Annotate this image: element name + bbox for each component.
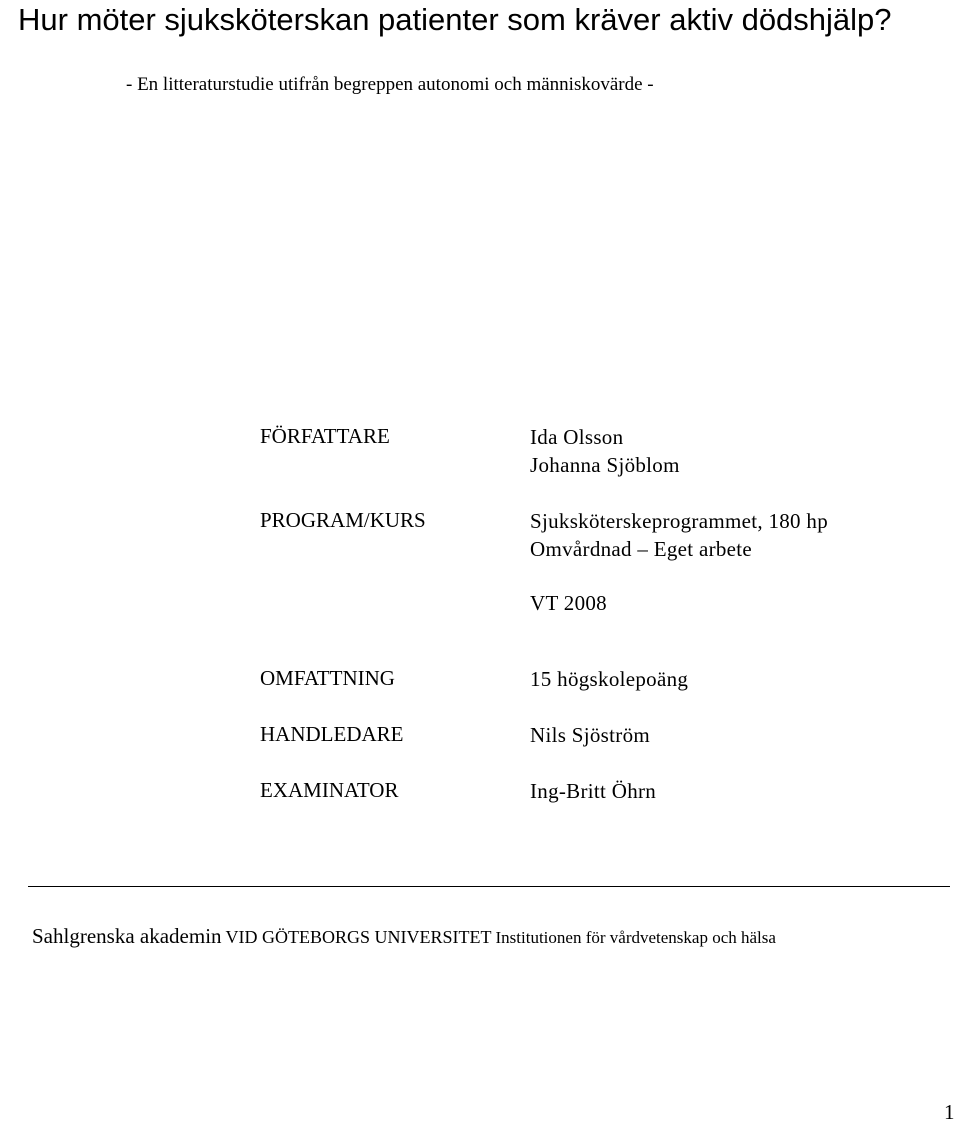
footer-university: VID GÖTEBORGS UNIVERSITET <box>225 927 492 947</box>
program-2-value: Omvårdnad – Eget arbete <box>530 537 753 561</box>
supervisor-label: HANDLEDARE <box>260 722 404 746</box>
program-label: PROGRAM/KURS <box>260 508 426 532</box>
footer-divider <box>28 886 950 887</box>
examiner-value: Ing-Britt Öhrn <box>530 779 657 803</box>
authors-label: FÖRFATTARE <box>260 424 390 448</box>
author-2-value: Johanna Sjöblom <box>530 453 680 477</box>
footer <box>32 924 776 949</box>
footer-institute: Institutionen för vårdvetenskap och hälsa <box>495 928 776 947</box>
term-value: VT 2008 <box>530 591 607 615</box>
document-title: Hur möter sjuksköterskan patienter som kräver aktiv dödshjälp? <box>18 2 892 37</box>
examiner-label: EXAMINATOR <box>260 778 399 802</box>
page-number: 1 <box>944 1100 955 1124</box>
author-1-value: Ida Olsson <box>530 425 624 449</box>
program-1-value: Sjuksköterskeprogrammet, 180 hp <box>530 509 829 533</box>
document-subtitle: - En litteraturstudie utifrån begreppen autonomi och människovärde - <box>126 74 654 95</box>
supervisor-value: Nils Sjöström <box>530 723 651 747</box>
footer-academy: Sahlgrenska akademin <box>32 924 222 948</box>
scope-label: OMFATTNING <box>260 666 395 690</box>
scope-value: 15 högskolepoäng <box>530 667 689 691</box>
